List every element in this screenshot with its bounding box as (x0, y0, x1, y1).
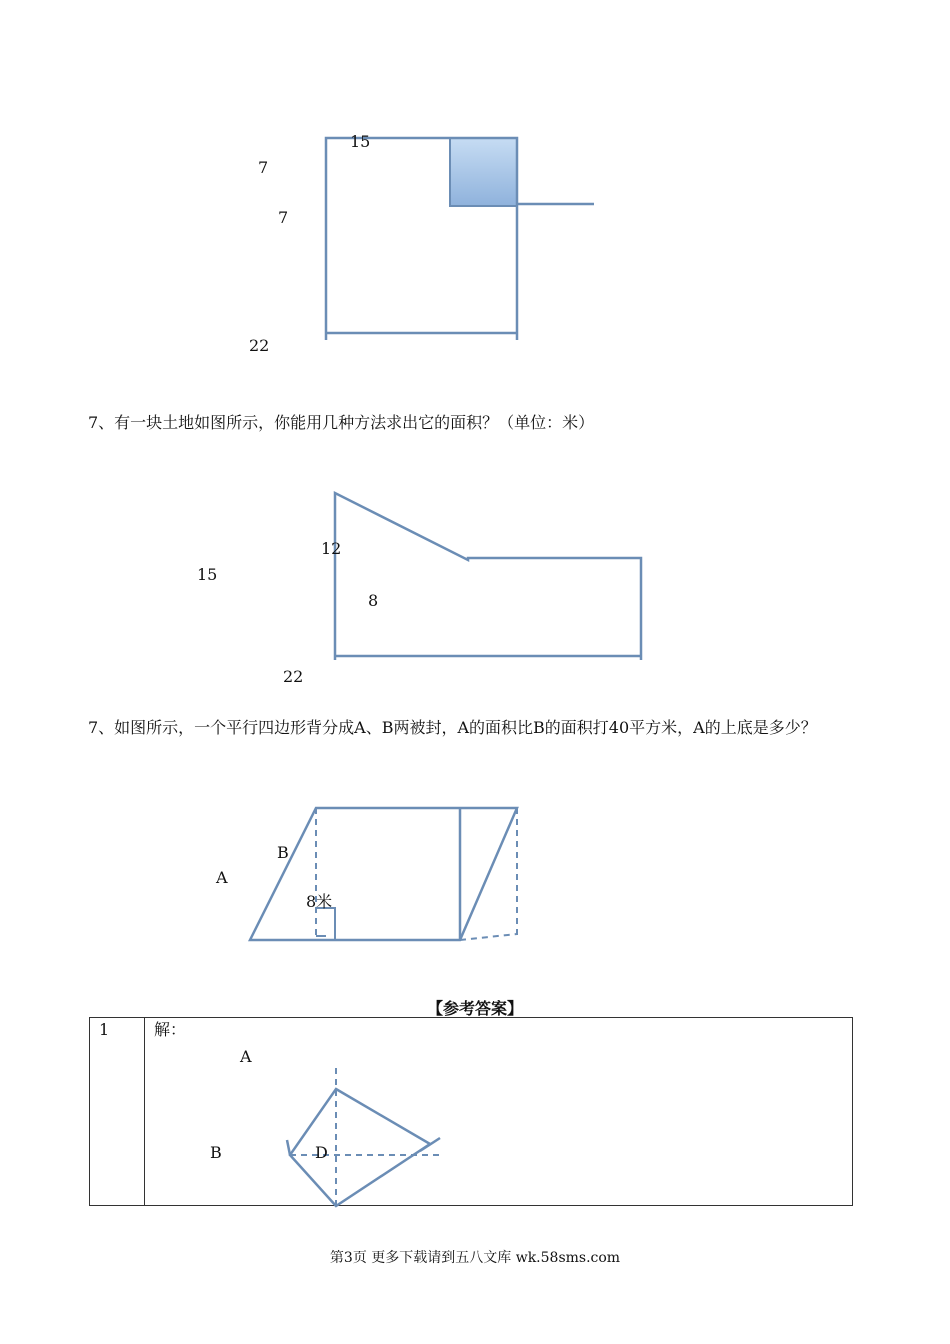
answer-section-title: 【参考答案】 (426, 999, 523, 1018)
label-top-15: 15 (350, 132, 371, 151)
answer-label-d: D (315, 1143, 328, 1162)
question-land-area: 7、有一块土地如图所示，你能用几种方法求出它的面积？（单位：米） (88, 413, 595, 432)
label-15: 15 (197, 565, 218, 584)
answer-label-a: A (240, 1047, 252, 1066)
label-bottom-22: 22 (249, 336, 270, 355)
kite-extension-left (287, 1140, 290, 1155)
question-parallelogram: 7、如图所示，一个平行四边形背分成A、B两被封，A的面积比B的面积打40平方米，A的上底是多少？ (88, 718, 817, 737)
label-region-a: A (216, 868, 228, 887)
label-8: 8 (368, 591, 379, 610)
kite-outline (290, 1089, 430, 1206)
label-region-b: B (277, 843, 289, 862)
label-22: 22 (283, 667, 304, 686)
answer-label-b: B (210, 1143, 222, 1162)
solution-label: 解： (154, 1020, 187, 1039)
label-left-7: 7 (258, 158, 269, 177)
label-inner-7: 7 (278, 208, 289, 227)
row-number: 1 (99, 1020, 110, 1039)
page-footer: 第3页 更多下载请到五八文库 wk.58sms.com (329, 1250, 621, 1266)
label-height-8m: 8米 (306, 892, 333, 911)
label-12: 12 (321, 539, 342, 558)
